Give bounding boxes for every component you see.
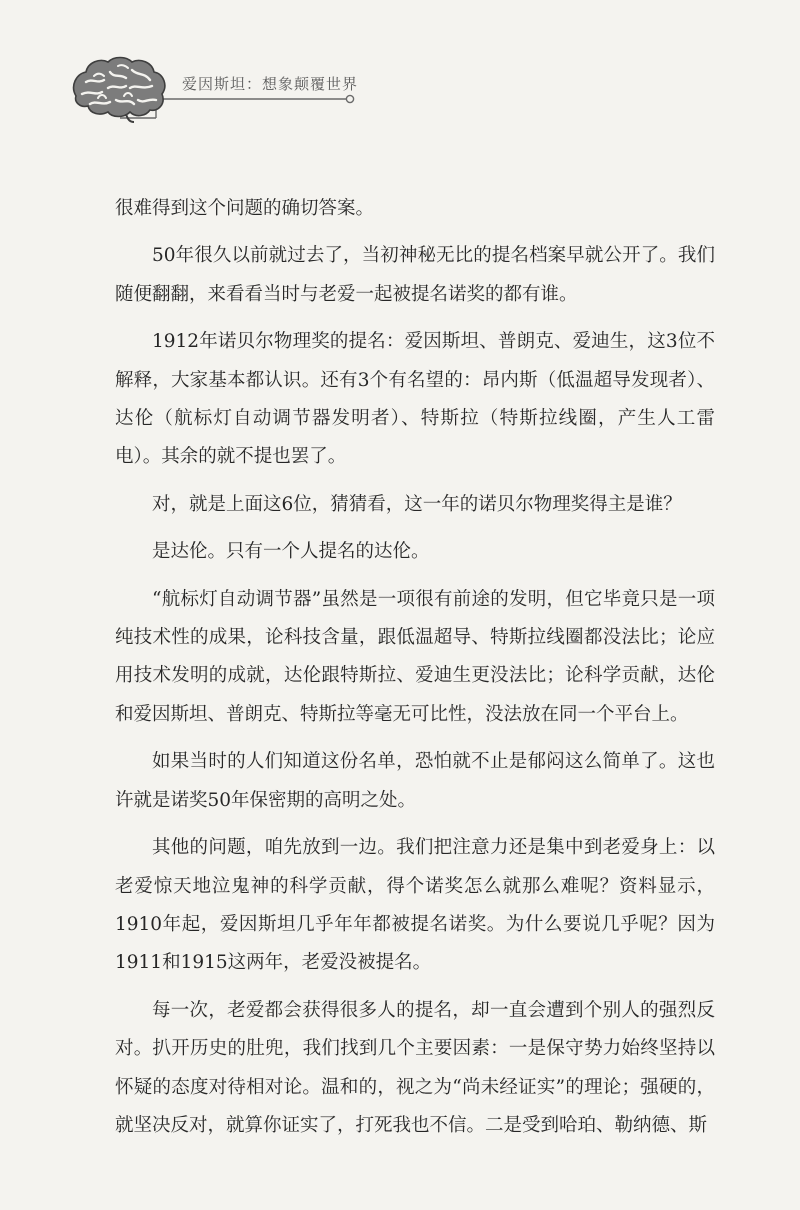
paragraph-8: 其他的问题，咱先放到一边。我们把注意力还是集中到老爱身上：以老爱惊天地泣鬼神的科学贡献，得个诺奖怎么就那么难呢？资料显示，1910年起，爱因斯坦几乎年年都被提名诺奖。为什么要说几乎呢？因为1911和1915这两年，老爱没被提名。 [115, 837, 715, 974]
paragraph-3: 1912年诺贝尔物理奖的提名：爱因斯坦、普朗克、爱迪生，这3位不解释，大家基本都认识。还有3个有名望的：昂内斯（低温超导发现者）、达伦（航标灯自动调节器发明者）、特斯拉（特斯拉线圈，产生人工雷电）。其余的就不提也罢了。 [115, 331, 715, 468]
paragraph-5: 是达伦。只有一个人提名的达伦。 [152, 541, 430, 563]
paragraph-2: 50年很久以前就过去了，当初神秘无比的提名档案早就公开了。我们随便翻翻，来看看当时与老爱一起被提名诺奖的都有谁。 [115, 245, 715, 305]
paragraph-7: 如果当时的人们知道这份名单，恐怕就不止是郁闷这么简单了。这也许就是诺奖50年保密期的高明之处。 [115, 751, 715, 811]
paragraph-9: 每一次，老爱都会获得很多人的提名，却一直会遭到个别人的强烈反对。扒开历史的肚兜，我们找到几个主要因素：一是保守势力始终坚持以怀疑的态度对待相对论。温和的，视之为“尚未经证实”的理论；强硬的，就坚决反对，就算你证实了，打死我也不信。二是受到哈珀、勒纳德、斯 [115, 999, 715, 1136]
paragraph-4: 对，就是上面这6位，猜猜看，这一年的诺贝尔物理奖得主是谁？ [152, 493, 682, 515]
page-body [115, 190, 715, 1154]
header-title: 爱因斯坦：想象颠覆世界 [182, 75, 359, 93]
paragraph-1: 很难得到这个问题的确切答案。 [115, 198, 375, 219]
paragraph-6: “航标灯自动调节器”虽然是一项很有前途的发明，但它毕竟只是一项纯技术性的成果，论科技含量，跟低温超导、特斯拉线圈都没法比；论应用技术发明的成就，达伦跟特斯拉、爱迪生更没法比；论科学贡献，达伦和爱因斯坦、普朗克、特斯拉等毫无可比性，没法放在同一个平台上。 [115, 588, 715, 725]
brain-icon [68, 52, 170, 124]
running-header [0, 0, 800, 130]
